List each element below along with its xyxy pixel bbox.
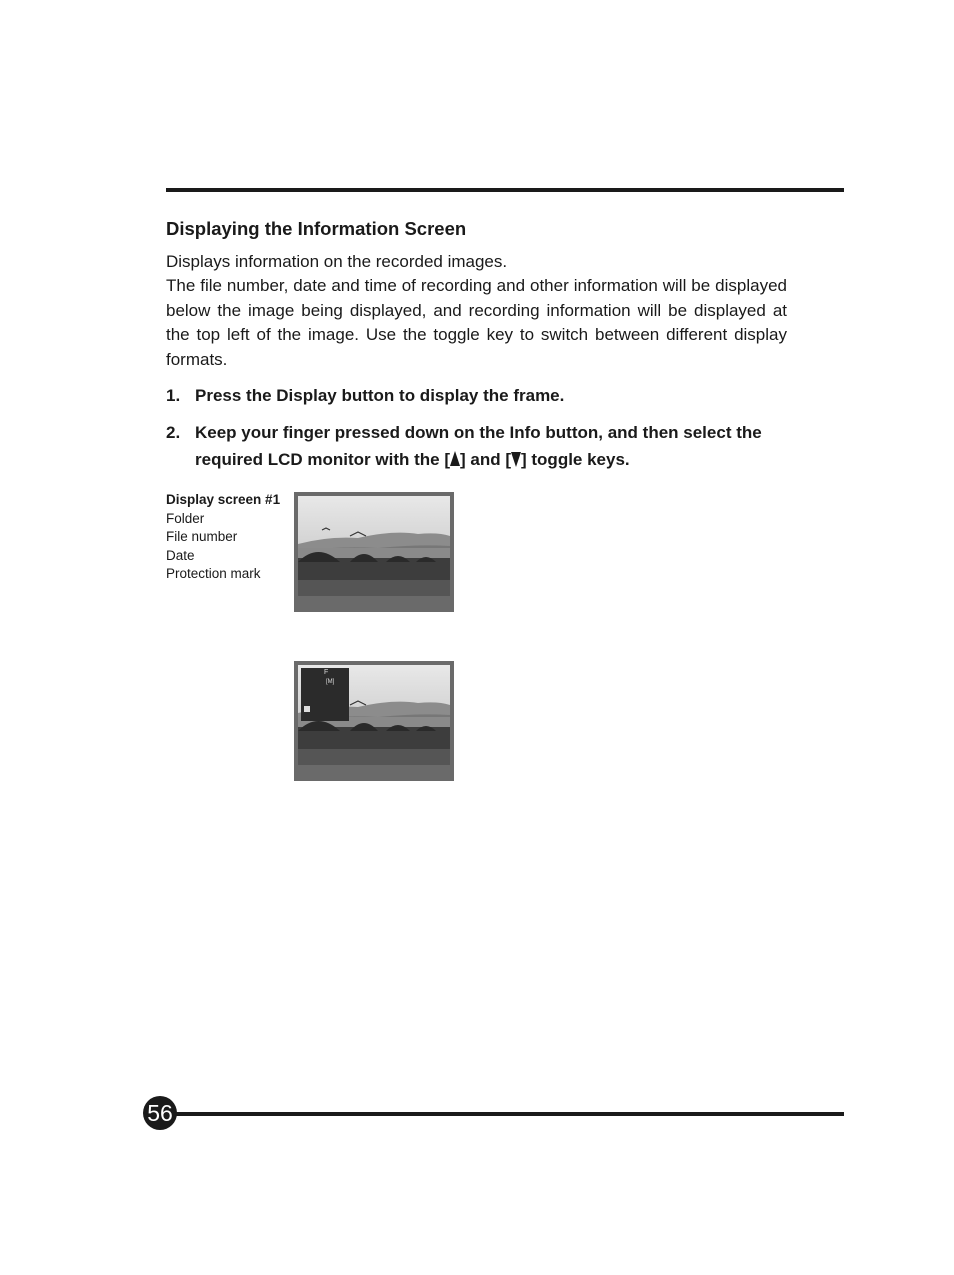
display-screen-1-image bbox=[294, 492, 454, 612]
step-text: Keep your finger pressed down on the Info button, and then select the required LCD monitor with the [ ] and [ ] toggle keys. bbox=[195, 419, 787, 475]
page-number: 56 bbox=[143, 1096, 177, 1130]
legend-item-file-number: File number bbox=[166, 529, 238, 544]
legend-title: Display screen #1 bbox=[166, 492, 281, 507]
bottom-rule bbox=[170, 1112, 844, 1116]
protection-icon bbox=[304, 706, 310, 712]
top-rule bbox=[166, 188, 844, 192]
step-1 bbox=[166, 382, 787, 409]
step-2 bbox=[166, 419, 787, 475]
step-number: 1. bbox=[166, 386, 181, 405]
legend-item-protection-mark: Protection mark bbox=[166, 566, 261, 581]
step-number: 2. bbox=[166, 423, 181, 442]
up-arrow-icon bbox=[450, 448, 460, 475]
mode-indicator: [M] bbox=[326, 679, 335, 685]
step-text: Press the Display button to display the frame. bbox=[195, 386, 565, 405]
display-screen-legend bbox=[166, 491, 280, 584]
intro-text: Displays information on the recorded images. bbox=[166, 252, 508, 271]
bridge-photo bbox=[298, 496, 450, 596]
display-screen-2-image bbox=[294, 661, 454, 781]
recording-info-overlay bbox=[301, 668, 349, 721]
section-heading: Displaying the Information Screen bbox=[166, 218, 467, 239]
legend-item-folder: Folder bbox=[166, 510, 205, 526]
flash-indicator: F bbox=[324, 669, 329, 676]
body-text: The file number, date and time of recording and other information will be displayed below the image being displayed, and recording information will be displayed at the top left of the image. Use the toggle key to switch between different display formats. bbox=[166, 276, 787, 369]
down-arrow-icon bbox=[511, 448, 521, 475]
legend-item-date: Date bbox=[166, 547, 195, 563]
